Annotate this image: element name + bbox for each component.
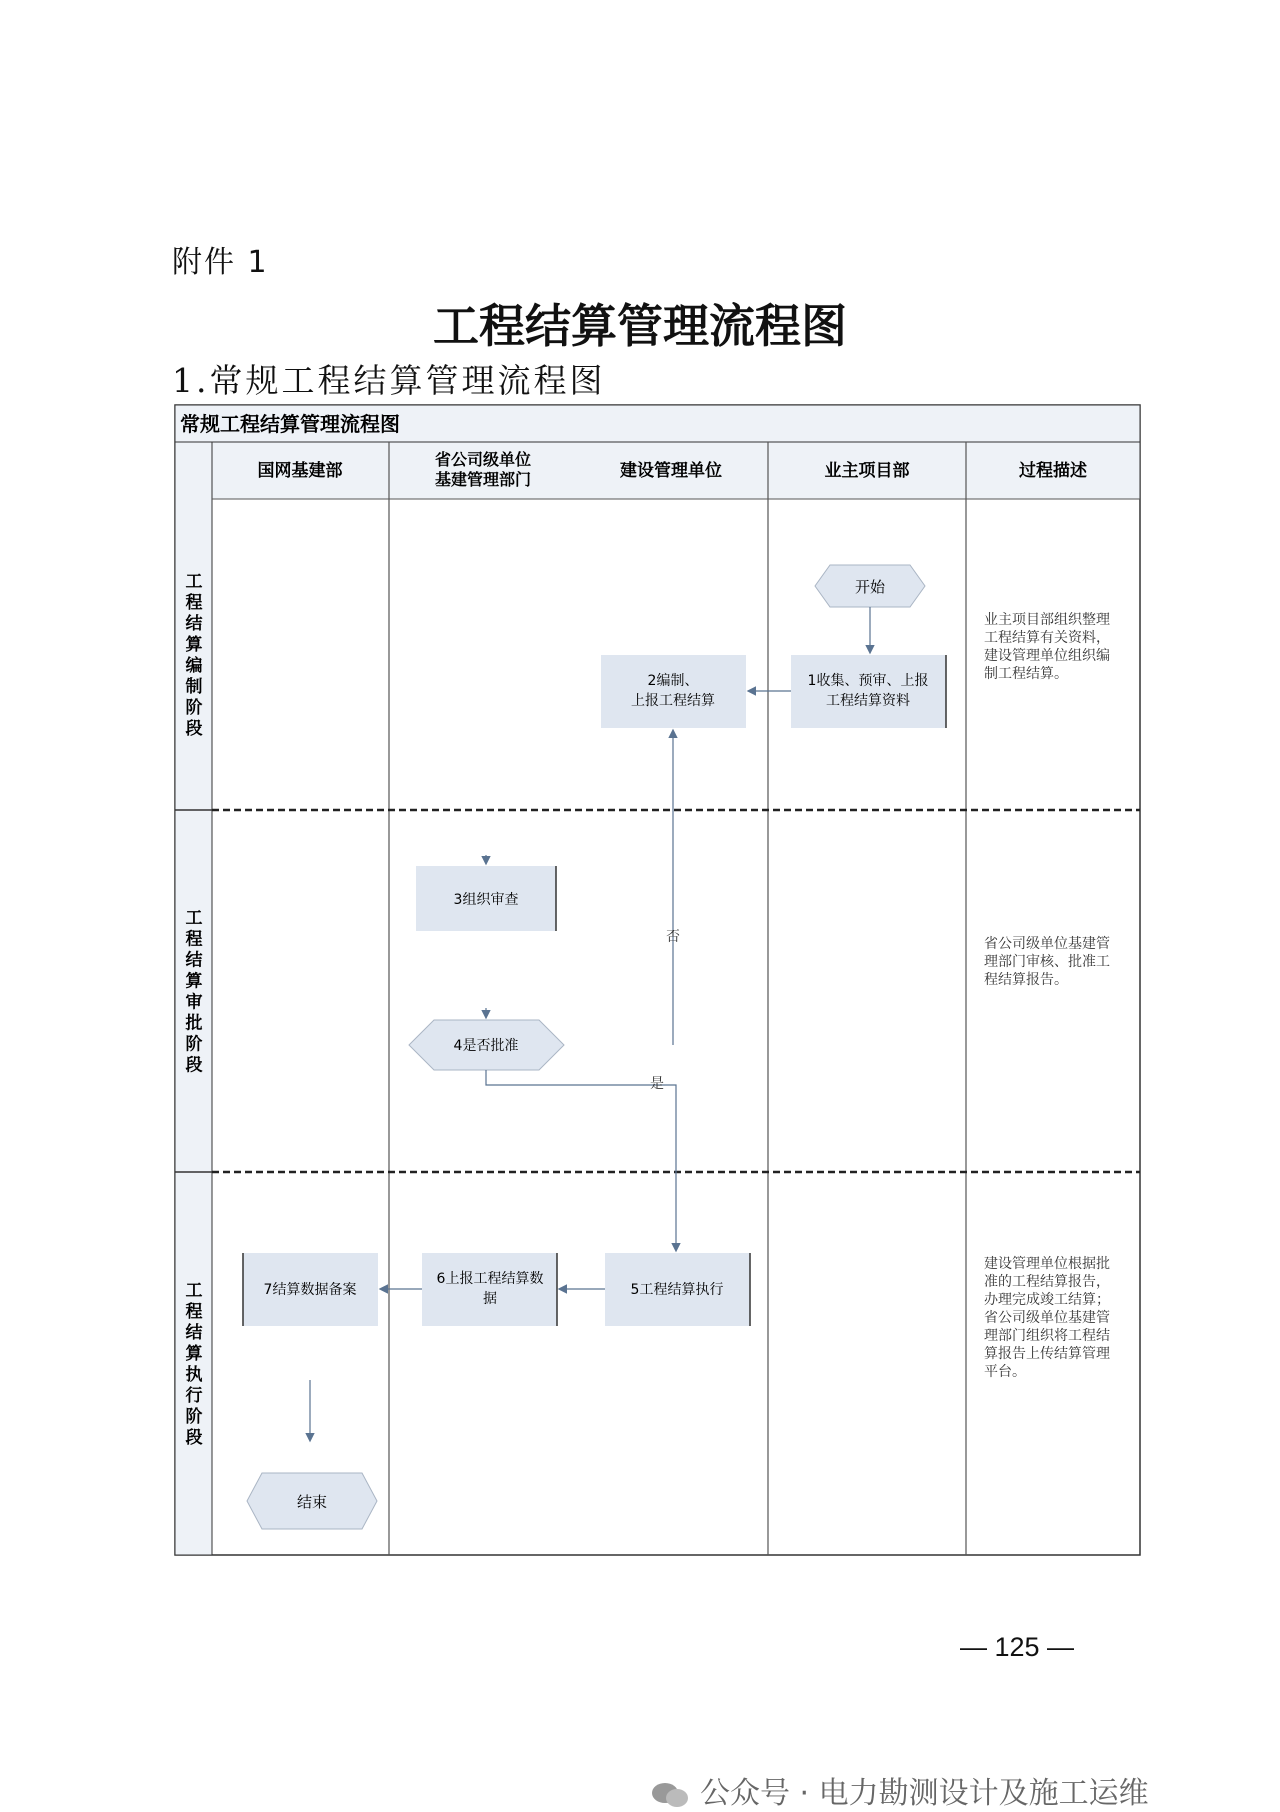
attachment-label: 附件 1	[172, 245, 269, 280]
node-7-label: 7结算数据备案	[263, 1282, 357, 1298]
edge-4-5-yes	[486, 1070, 676, 1250]
col-header-construction: 建设管理单位	[620, 461, 722, 481]
wechat-icon	[650, 1781, 690, 1809]
node-3-label: 3组织审查	[453, 892, 519, 908]
col-header-province: 省公司级单位基建管理部门	[434, 450, 532, 489]
table-caption: 常规工程结算管理流程图	[180, 412, 400, 436]
page-title: 工程结算管理流程图	[433, 299, 847, 353]
node-1-collect	[791, 655, 946, 728]
node-5-label: 5工程结算执行	[630, 1282, 724, 1298]
edge-label-no: 否	[666, 929, 680, 945]
footer-text: 公众号 · 电力勘测设计及施工运维	[700, 1776, 1149, 1811]
stage-labels	[185, 572, 203, 1448]
edge-label-yes: 是	[650, 1076, 664, 1092]
node-6-report	[422, 1253, 557, 1326]
node-4-label: 4是否批准	[453, 1038, 519, 1054]
col-header-sgcc: 国网基建部	[257, 461, 343, 481]
desc-stage-1: 业主项目部组织整理工程结算有关资料，建设管理单位组织编制工程结算。	[984, 612, 1110, 682]
stage-label-3: 工程结算执行阶段	[185, 1281, 203, 1448]
col-header-owner: 业主项目部	[824, 461, 910, 481]
page-number: — 125 —	[960, 1632, 1075, 1662]
desc-stage-2: 省公司级单位基建管理部门审核、批准工程结算报告。	[984, 936, 1110, 988]
node-2-compile	[601, 655, 746, 728]
footer-watermark	[650, 1768, 1149, 1812]
node-2-label: 2编制、上报工程结算	[631, 673, 715, 709]
section-title: 1.常规工程结算管理流程图	[172, 361, 606, 400]
end-label: 结束	[296, 1493, 328, 1511]
stage-label-2: 工程结算审批阶段	[185, 908, 203, 1076]
stage-label-1: 工程结算编制阶段	[185, 572, 203, 739]
node-6-label: 6上报工程结算数据	[436, 1271, 544, 1307]
start-label: 开始	[854, 578, 886, 596]
node-1-label: 1收集、预审、上报工程结算资料	[807, 673, 929, 709]
col-header-description: 过程描述	[1019, 461, 1087, 481]
desc-stage-3: 建设管理单位根据批准的工程结算报告，办理完成竣工结算；省公司级单位基建管理部门组织将工程结算报告上传结算管理平台。	[984, 1256, 1110, 1380]
